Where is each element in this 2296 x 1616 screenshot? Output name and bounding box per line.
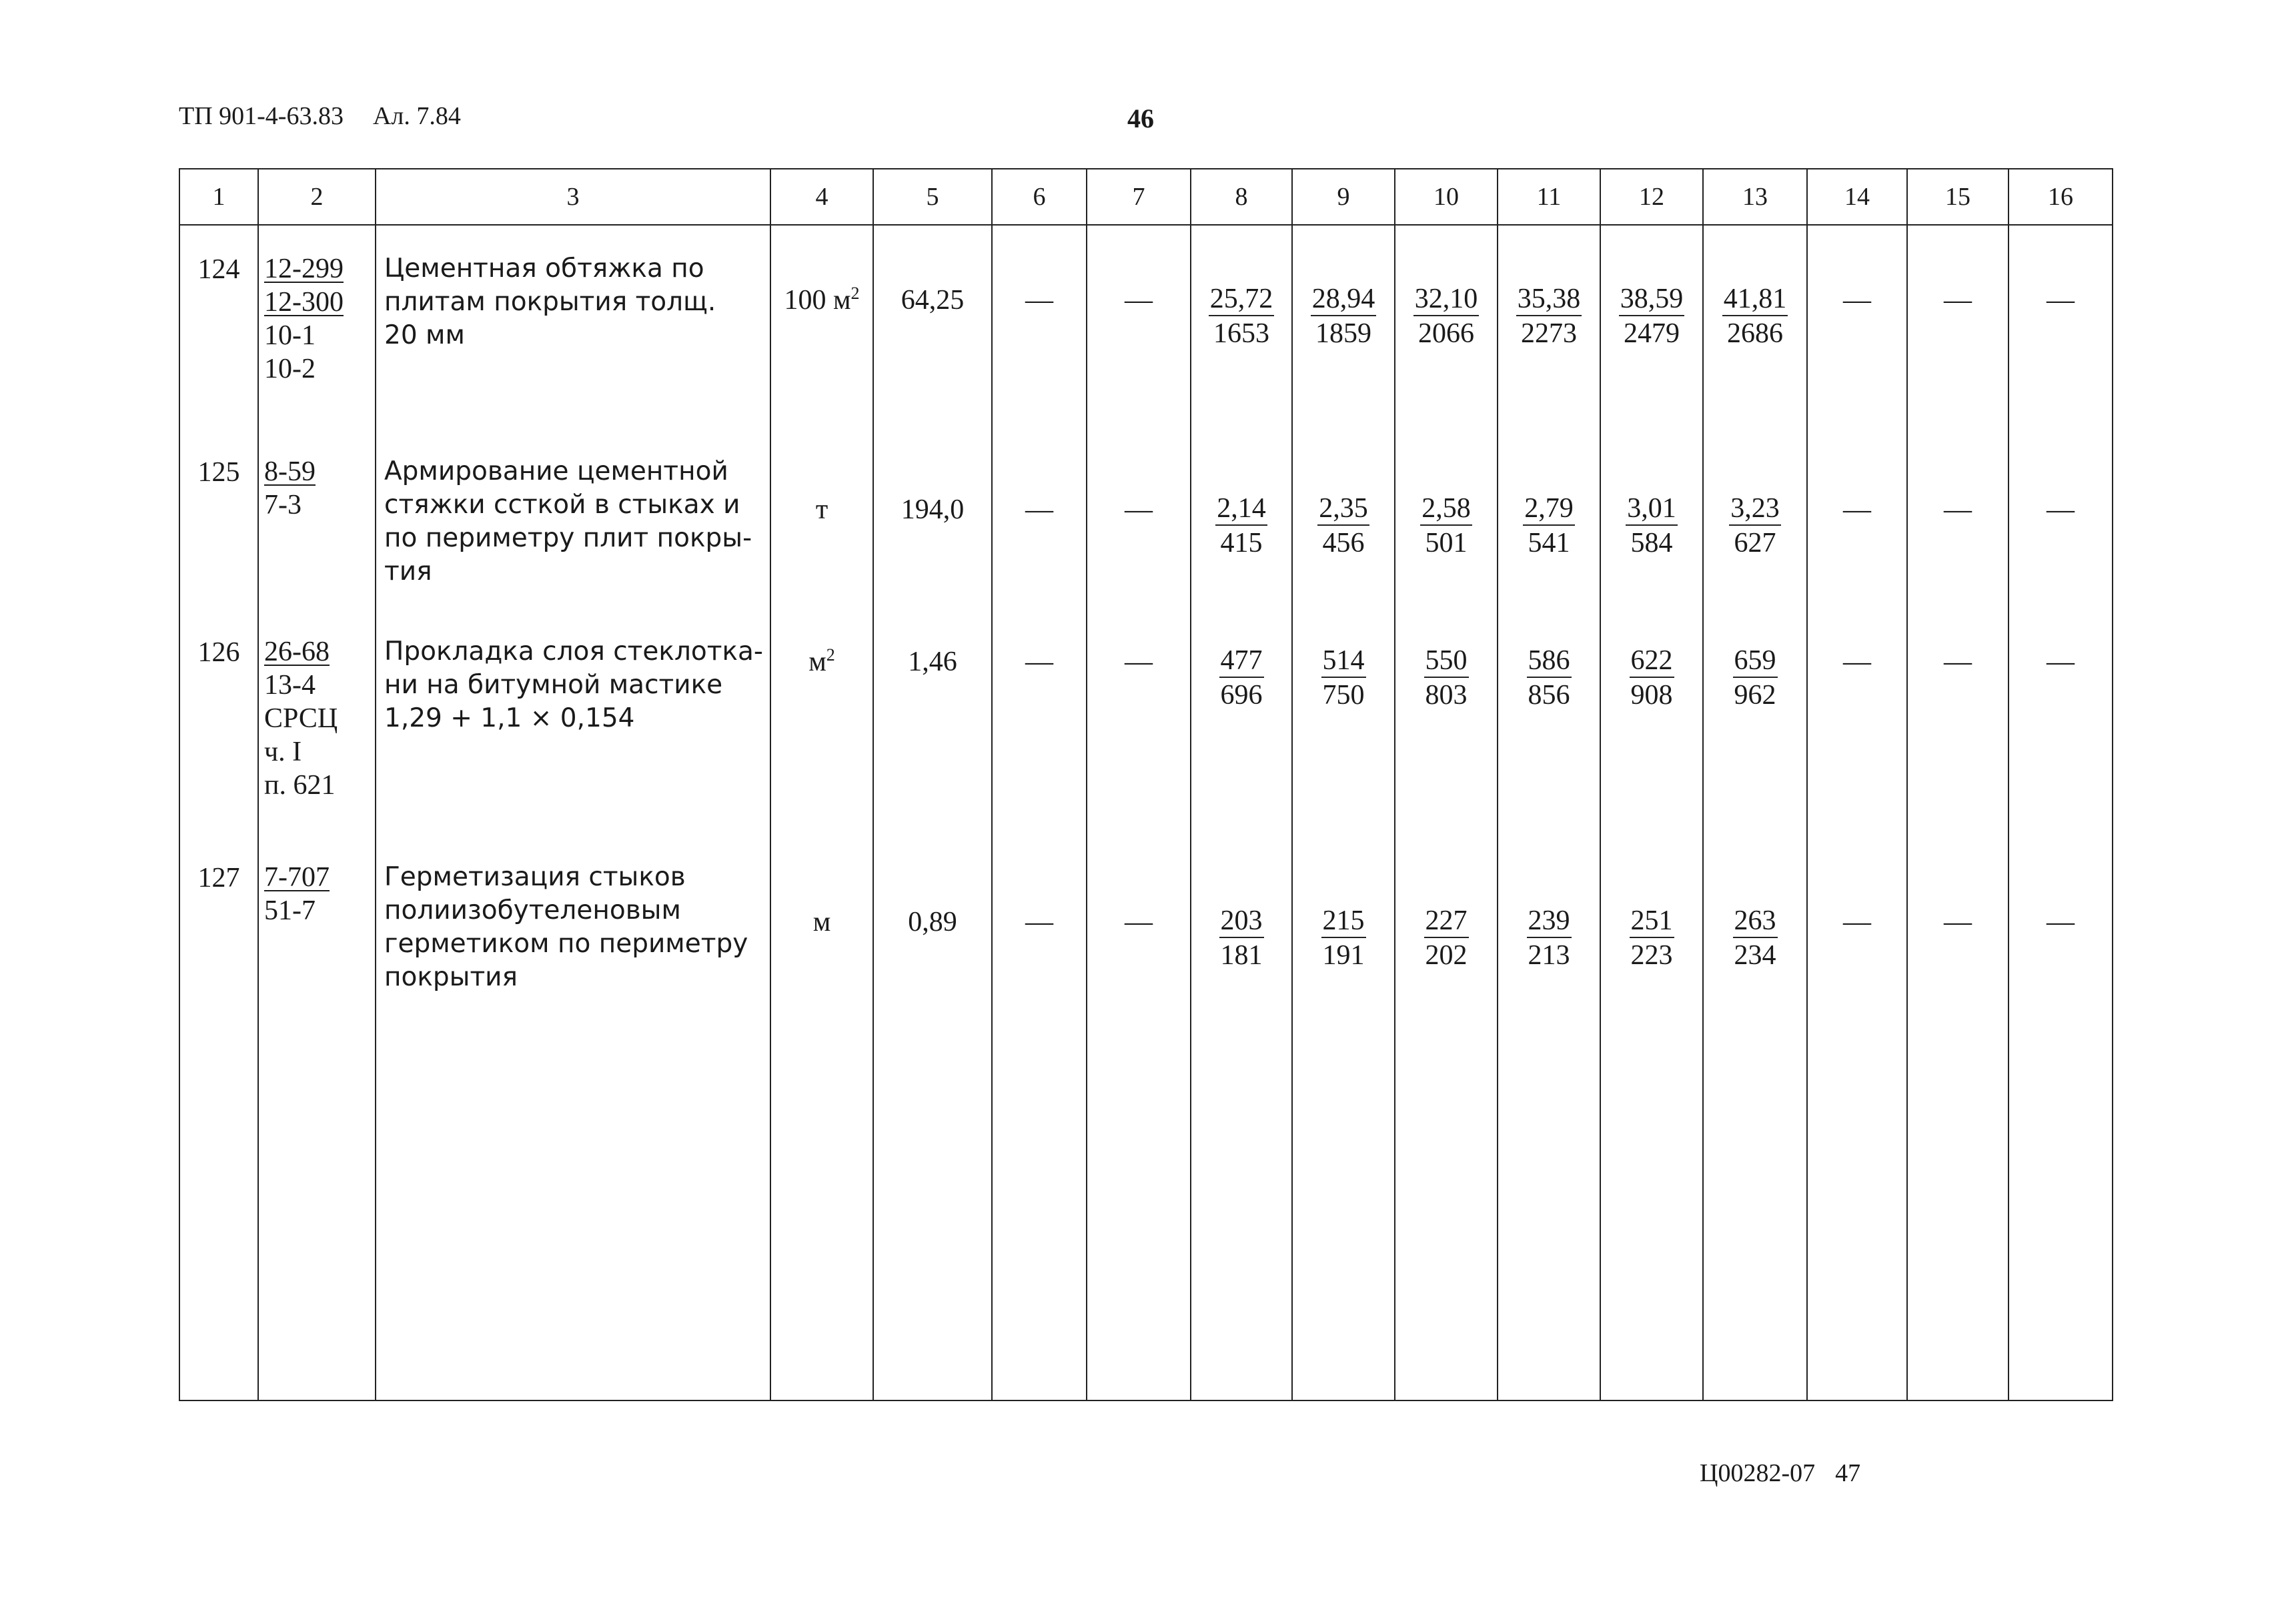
unit-price-cell bbox=[873, 428, 992, 609]
fraction-cell bbox=[1191, 428, 1292, 609]
col16-value-cell bbox=[2008, 609, 2113, 834]
col6-value: — bbox=[1025, 647, 1053, 677]
fraction-value bbox=[1321, 645, 1366, 711]
fraction-value bbox=[1413, 283, 1480, 350]
price-code: п. 621 bbox=[264, 770, 336, 801]
fraction-denominator: 234 bbox=[1734, 940, 1776, 971]
price-code: 10-2 bbox=[264, 354, 316, 384]
fraction-numerator: 2,35 bbox=[1317, 492, 1369, 526]
price-code: СРСЦ bbox=[264, 703, 338, 734]
fraction-cell bbox=[1395, 834, 1498, 1400]
description-line: Цементная обтяжка по bbox=[384, 254, 704, 284]
page-number: 46 bbox=[1127, 103, 1154, 133]
col6-value-cell bbox=[992, 834, 1087, 1400]
col7-value: — bbox=[1125, 285, 1153, 316]
fraction-numerator: 251 bbox=[1630, 905, 1674, 938]
col6-value-cell bbox=[992, 428, 1087, 609]
col16-value: — bbox=[2047, 907, 2075, 937]
fraction-numerator: 25,72 bbox=[1209, 283, 1275, 316]
col7-value: — bbox=[1125, 907, 1153, 937]
column-header-8: 8 bbox=[1191, 169, 1292, 225]
fraction-numerator: 586 bbox=[1527, 645, 1572, 678]
fraction-cell bbox=[1600, 834, 1703, 1400]
fraction-denominator: 191 bbox=[1322, 940, 1365, 971]
unit-superscript: 2 bbox=[826, 645, 835, 665]
col6-value: — bbox=[1025, 285, 1053, 316]
price-code: 10-1 bbox=[264, 320, 316, 351]
col16-value: — bbox=[2047, 647, 2075, 677]
fraction-denominator: 962 bbox=[1734, 680, 1776, 711]
fraction-denominator: 213 bbox=[1528, 940, 1570, 971]
col7-value-cell bbox=[1087, 834, 1191, 1400]
price-code: ч. I bbox=[264, 737, 302, 767]
fraction-cell bbox=[1191, 834, 1292, 1400]
unit: м bbox=[808, 647, 826, 677]
footer-code-text: Ц00282-07 bbox=[1700, 1459, 1816, 1487]
fraction-cell bbox=[1395, 428, 1498, 609]
description-cell bbox=[376, 834, 770, 1400]
fraction-cell bbox=[1395, 225, 1498, 428]
row-number-cell bbox=[179, 834, 258, 1400]
fraction-value bbox=[1420, 492, 1472, 559]
unit-cell bbox=[770, 428, 873, 609]
fraction-cell bbox=[1191, 609, 1292, 834]
doc-code-text: ТП 901-4-63.83 bbox=[179, 102, 344, 130]
fraction-value bbox=[1219, 905, 1264, 971]
unit: т bbox=[815, 494, 828, 525]
column-header-15: 15 bbox=[1907, 169, 2008, 225]
unit-price: 0,89 bbox=[908, 907, 957, 937]
column-header-1: 1 bbox=[179, 169, 258, 225]
fraction-numerator: 2,79 bbox=[1523, 492, 1575, 526]
fraction-value bbox=[1619, 283, 1685, 350]
fraction-denominator: 696 bbox=[1220, 680, 1263, 711]
column-header-13: 13 bbox=[1703, 169, 1807, 225]
description-line: Армирование цементной bbox=[384, 456, 728, 486]
fraction-value bbox=[1630, 645, 1674, 711]
unit-price-cell bbox=[873, 609, 992, 834]
row-number: 127 bbox=[197, 863, 240, 893]
unit: м bbox=[812, 907, 831, 937]
table-row bbox=[179, 609, 2113, 834]
column-header-6: 6 bbox=[992, 169, 1087, 225]
fraction-denominator: 2066 bbox=[1418, 318, 1474, 349]
fraction-numerator: 2,58 bbox=[1420, 492, 1472, 526]
fraction-numerator: 41,81 bbox=[1722, 283, 1788, 316]
col7-value: — bbox=[1125, 494, 1153, 525]
fraction-denominator: 2273 bbox=[1521, 318, 1577, 349]
row-number: 124 bbox=[197, 254, 240, 285]
fraction-value bbox=[1321, 905, 1366, 971]
fraction-cell bbox=[1703, 428, 1807, 609]
description-cell bbox=[376, 225, 770, 428]
fraction-denominator: 181 bbox=[1220, 940, 1263, 971]
fraction-cell bbox=[1498, 834, 1600, 1400]
fraction-value bbox=[1527, 645, 1572, 711]
column-header-12: 12 bbox=[1600, 169, 1703, 225]
fraction-cell bbox=[1191, 225, 1292, 428]
unit-cell bbox=[770, 609, 873, 834]
fraction-numerator: 38,59 bbox=[1619, 283, 1685, 316]
fraction-numerator: 477 bbox=[1219, 645, 1264, 678]
description-line: 20 мм bbox=[384, 320, 465, 350]
fraction-value bbox=[1523, 492, 1575, 559]
description-line: 1,29 + 1,1 × 0,154 bbox=[384, 703, 635, 733]
unit-cell bbox=[770, 225, 873, 428]
col14-value: — bbox=[1843, 907, 1871, 937]
column-header-4: 4 bbox=[770, 169, 873, 225]
fraction-denominator: 2686 bbox=[1727, 318, 1783, 349]
fraction-denominator: 584 bbox=[1630, 528, 1673, 558]
fraction-denominator: 456 bbox=[1322, 528, 1365, 558]
fraction-cell bbox=[1703, 225, 1807, 428]
col16-value: — bbox=[2047, 285, 2075, 316]
fraction-numerator: 263 bbox=[1733, 905, 1778, 938]
col15-value-cell bbox=[1907, 225, 2008, 428]
col15-value: — bbox=[1944, 285, 1972, 316]
fraction-numerator: 215 bbox=[1321, 905, 1366, 938]
row-number-cell bbox=[179, 609, 258, 834]
column-header-7: 7 bbox=[1087, 169, 1191, 225]
description-line: покрытия bbox=[384, 962, 518, 992]
fraction-denominator: 415 bbox=[1220, 528, 1263, 558]
fraction-cell bbox=[1600, 225, 1703, 428]
col16-value-cell bbox=[2008, 428, 2113, 609]
fraction-denominator: 223 bbox=[1630, 940, 1673, 971]
fraction-value bbox=[1516, 283, 1582, 350]
fraction-numerator: 227 bbox=[1424, 905, 1469, 938]
fraction-numerator: 514 bbox=[1321, 645, 1366, 678]
price-code: 7-3 bbox=[264, 490, 302, 520]
description-line: по периметру плит покры- bbox=[384, 523, 752, 553]
col6-value-cell bbox=[992, 225, 1087, 428]
col14-value-cell bbox=[1807, 225, 1907, 428]
description-line: Прокладка слоя стеклотка- bbox=[384, 637, 763, 667]
fraction-cell bbox=[1703, 834, 1807, 1400]
price-code: 51-7 bbox=[264, 895, 316, 926]
col14-value-cell bbox=[1807, 609, 1907, 834]
fraction-denominator: 202 bbox=[1425, 940, 1468, 971]
col15-value-cell bbox=[1907, 428, 2008, 609]
col7-value-cell bbox=[1087, 225, 1191, 428]
col6-value-cell bbox=[992, 609, 1087, 834]
unit-price-cell bbox=[873, 225, 992, 428]
price-code: 12-300 bbox=[264, 287, 344, 318]
footer-code bbox=[1700, 1459, 1860, 1488]
fraction-denominator: 1859 bbox=[1315, 318, 1371, 349]
row-number-cell bbox=[179, 225, 258, 428]
unit-cell bbox=[770, 834, 873, 1400]
fraction-denominator: 2479 bbox=[1624, 318, 1680, 349]
description-cell bbox=[376, 428, 770, 609]
fraction-cell bbox=[1498, 225, 1600, 428]
price-code: 26-68 bbox=[264, 637, 330, 667]
row-number: 125 bbox=[197, 457, 240, 488]
column-header-16: 16 bbox=[2008, 169, 2113, 225]
fraction-value bbox=[1317, 492, 1369, 559]
table-row bbox=[179, 428, 2113, 609]
fraction-denominator: 750 bbox=[1322, 680, 1365, 711]
column-header-11: 11 bbox=[1498, 169, 1600, 225]
row-number: 126 bbox=[197, 637, 240, 668]
fraction-value bbox=[1219, 645, 1264, 711]
col15-value-cell bbox=[1907, 609, 2008, 834]
col15-value-cell bbox=[1907, 834, 2008, 1400]
description-cell bbox=[376, 609, 770, 834]
description-line: плитам покрытия толщ. bbox=[384, 287, 716, 317]
price-code: 12-299 bbox=[264, 254, 344, 284]
fraction-denominator: 856 bbox=[1528, 680, 1570, 711]
column-header-14: 14 bbox=[1807, 169, 1907, 225]
fraction-cell bbox=[1292, 834, 1395, 1400]
description-line: ни на битумной мастике bbox=[384, 670, 723, 700]
fraction-value bbox=[1527, 905, 1572, 971]
fraction-value bbox=[1722, 283, 1788, 350]
fraction-cell bbox=[1292, 609, 1395, 834]
fraction-cell bbox=[1292, 225, 1395, 428]
price-code: 13-4 bbox=[264, 670, 316, 701]
col15-value: — bbox=[1944, 494, 1972, 525]
unit-price: 1,46 bbox=[908, 647, 957, 677]
col16-value: — bbox=[2047, 494, 2075, 525]
col6-value: — bbox=[1025, 494, 1053, 525]
fraction-value bbox=[1209, 283, 1275, 350]
fraction-value bbox=[1424, 905, 1469, 971]
unit-superscript: 2 bbox=[850, 284, 860, 303]
col14-value: — bbox=[1843, 285, 1871, 316]
fraction-denominator: 908 bbox=[1630, 680, 1673, 711]
unit-price: 64,25 bbox=[901, 285, 965, 316]
codes-cell bbox=[258, 225, 376, 428]
description-line: стяжки ссткой в стыках и bbox=[384, 490, 740, 520]
fraction-numerator: 203 bbox=[1219, 905, 1264, 938]
description-line: тия bbox=[384, 556, 432, 586]
fraction-numerator: 35,38 bbox=[1516, 283, 1582, 316]
fraction-value bbox=[1311, 283, 1377, 350]
unit: 100 м bbox=[784, 285, 851, 316]
description-line: герметиком по периметру bbox=[384, 929, 748, 959]
col14-value: — bbox=[1843, 494, 1871, 525]
description-line: полиизобутеленовым bbox=[384, 895, 681, 925]
fraction-cell bbox=[1498, 609, 1600, 834]
fraction-numerator: 550 bbox=[1424, 645, 1469, 678]
col15-value: — bbox=[1944, 647, 1972, 677]
codes-cell bbox=[258, 428, 376, 609]
fraction-numerator: 3,01 bbox=[1626, 492, 1678, 526]
fraction-value bbox=[1215, 492, 1267, 559]
table-row bbox=[179, 225, 2113, 428]
fraction-denominator: 1653 bbox=[1213, 318, 1269, 349]
column-header-3: 3 bbox=[376, 169, 770, 225]
price-code: 8-59 bbox=[264, 456, 316, 487]
column-header-10: 10 bbox=[1395, 169, 1498, 225]
codes-cell bbox=[258, 834, 376, 1400]
header-row bbox=[179, 169, 2113, 225]
fraction-numerator: 659 bbox=[1733, 645, 1778, 678]
fraction-numerator: 3,23 bbox=[1729, 492, 1781, 526]
fraction-value bbox=[1733, 645, 1778, 711]
estimate-table bbox=[179, 168, 2113, 1401]
fraction-numerator: 28,94 bbox=[1311, 283, 1377, 316]
row-number-cell bbox=[179, 428, 258, 609]
footer-sheet: 47 bbox=[1835, 1459, 1861, 1487]
document-code bbox=[179, 101, 461, 131]
fraction-numerator: 32,10 bbox=[1413, 283, 1480, 316]
fraction-denominator: 541 bbox=[1528, 528, 1570, 558]
fraction-value bbox=[1626, 492, 1678, 559]
sheet-label: Ал. 7.84 bbox=[372, 102, 461, 130]
codes-cell bbox=[258, 609, 376, 834]
fraction-numerator: 239 bbox=[1527, 905, 1572, 938]
col16-value-cell bbox=[2008, 225, 2113, 428]
fraction-cell bbox=[1703, 609, 1807, 834]
fraction-cell bbox=[1600, 428, 1703, 609]
fraction-cell bbox=[1292, 428, 1395, 609]
fraction-value bbox=[1630, 905, 1674, 971]
unit-price: 194,0 bbox=[901, 494, 965, 525]
fraction-denominator: 501 bbox=[1425, 528, 1468, 558]
fraction-numerator: 622 bbox=[1630, 645, 1674, 678]
fraction-cell bbox=[1600, 609, 1703, 834]
fraction-value bbox=[1729, 492, 1781, 559]
fraction-denominator: 803 bbox=[1425, 680, 1468, 711]
fraction-cell bbox=[1498, 428, 1600, 609]
table-row bbox=[179, 834, 2113, 1400]
col7-value: — bbox=[1125, 647, 1153, 677]
fraction-numerator: 2,14 bbox=[1215, 492, 1267, 526]
col14-value-cell bbox=[1807, 834, 1907, 1400]
col7-value-cell bbox=[1087, 609, 1191, 834]
fraction-value bbox=[1733, 905, 1778, 971]
price-code: 7-707 bbox=[264, 862, 330, 893]
fraction-denominator: 627 bbox=[1734, 528, 1776, 558]
col14-value-cell bbox=[1807, 428, 1907, 609]
fraction-cell bbox=[1395, 609, 1498, 834]
fraction-value bbox=[1424, 645, 1469, 711]
unit-price-cell bbox=[873, 834, 992, 1400]
col6-value: — bbox=[1025, 907, 1053, 937]
col14-value: — bbox=[1843, 647, 1871, 677]
col16-value-cell bbox=[2008, 834, 2113, 1400]
column-header-9: 9 bbox=[1292, 169, 1395, 225]
description-line: Герметизация стыков bbox=[384, 862, 686, 892]
col7-value-cell bbox=[1087, 428, 1191, 609]
column-header-2: 2 bbox=[258, 169, 376, 225]
col15-value: — bbox=[1944, 907, 1972, 937]
column-header-5: 5 bbox=[873, 169, 992, 225]
